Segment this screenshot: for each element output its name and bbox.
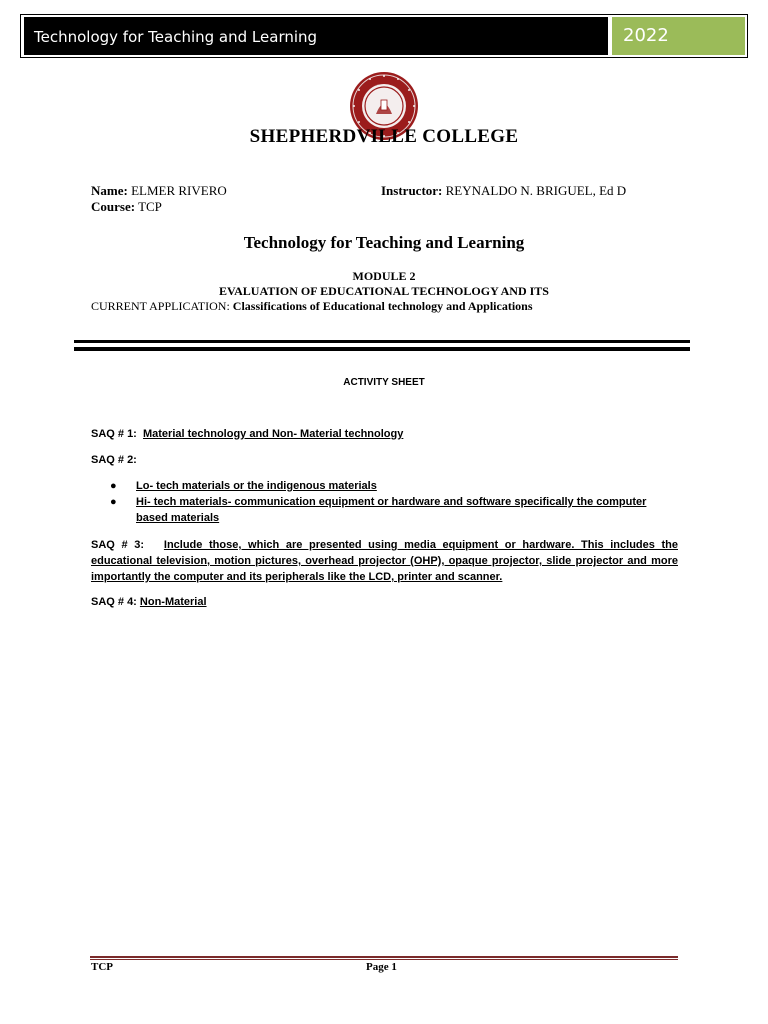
footer-page-number: Page 1 <box>366 961 397 973</box>
course-row <box>91 199 162 215</box>
divider-thick-top <box>74 340 690 343</box>
student-name-row <box>91 183 227 199</box>
module-line2-rest: Classifications of Educational technology and Applications <box>232 299 533 313</box>
saq-3-answer: Include those, which are presented using media equipment or hardware. This includes the educational television, motion pictures, overhead projector (OHP), opaque projector, slide projector and more importantly the computer and its peripherals like the LCD, printer and scanner. <box>91 539 679 583</box>
activity-sheet-title: ACTIVITY SHEET <box>343 377 425 388</box>
saq-2-bullet-list <box>110 478 670 526</box>
footer-rule-thin <box>90 959 678 960</box>
saq-4-answer: Non-Material <box>139 596 207 608</box>
instructor-label: Instructor: <box>381 183 443 198</box>
header-title: Technology for Teaching and Learning <box>24 17 608 55</box>
list-item <box>110 478 670 494</box>
module-number: MODULE 2 <box>352 269 416 283</box>
bullet-dot-icon: ● <box>110 496 117 508</box>
saq-3-label: SAQ # 3: <box>91 539 144 551</box>
footer-course: TCP <box>91 961 113 973</box>
module-line2-prefix: CURRENT APPLICATION: <box>91 299 233 313</box>
list-item <box>110 494 670 526</box>
header-year: 2022 <box>612 17 745 55</box>
bullet-text: Hi- tech materials- communication equipment or hardware and software specifically the computer based materials <box>136 496 647 524</box>
instructor-row <box>381 183 626 199</box>
module-title-line2 <box>91 299 533 314</box>
footer-rule <box>90 956 678 958</box>
bullet-dot-icon: ● <box>110 480 117 492</box>
module-title-line1: EVALUATION OF EDUCATIONAL TECHNOLOGY AND ITS <box>219 284 549 298</box>
saq-4-label: SAQ # 4: <box>91 596 137 608</box>
course-value: TCP <box>138 199 162 214</box>
bullet-text: Lo- tech materials or the indigenous materials <box>136 480 377 492</box>
saq-1-label: SAQ # 1: <box>91 428 137 440</box>
divider-thick-bottom <box>74 347 690 351</box>
subject-title: Technology for Teaching and Learning <box>243 233 525 252</box>
saq-1 <box>91 428 403 440</box>
instructor-value: REYNALDO N. BRIGUEL, Ed D <box>445 183 627 198</box>
saq-2-label: SAQ # 2: <box>91 454 137 466</box>
saq-4 <box>91 596 207 608</box>
saq-3 <box>91 537 678 585</box>
college-name: SHEPHERDVILLE COLLEGE <box>249 126 519 147</box>
name-label: Name: <box>91 183 128 198</box>
saq-1-answer: Material technology and Non- Material technology <box>142 428 404 440</box>
name-value: ELMER RIVERO <box>131 183 227 198</box>
course-label: Course: <box>91 199 136 214</box>
